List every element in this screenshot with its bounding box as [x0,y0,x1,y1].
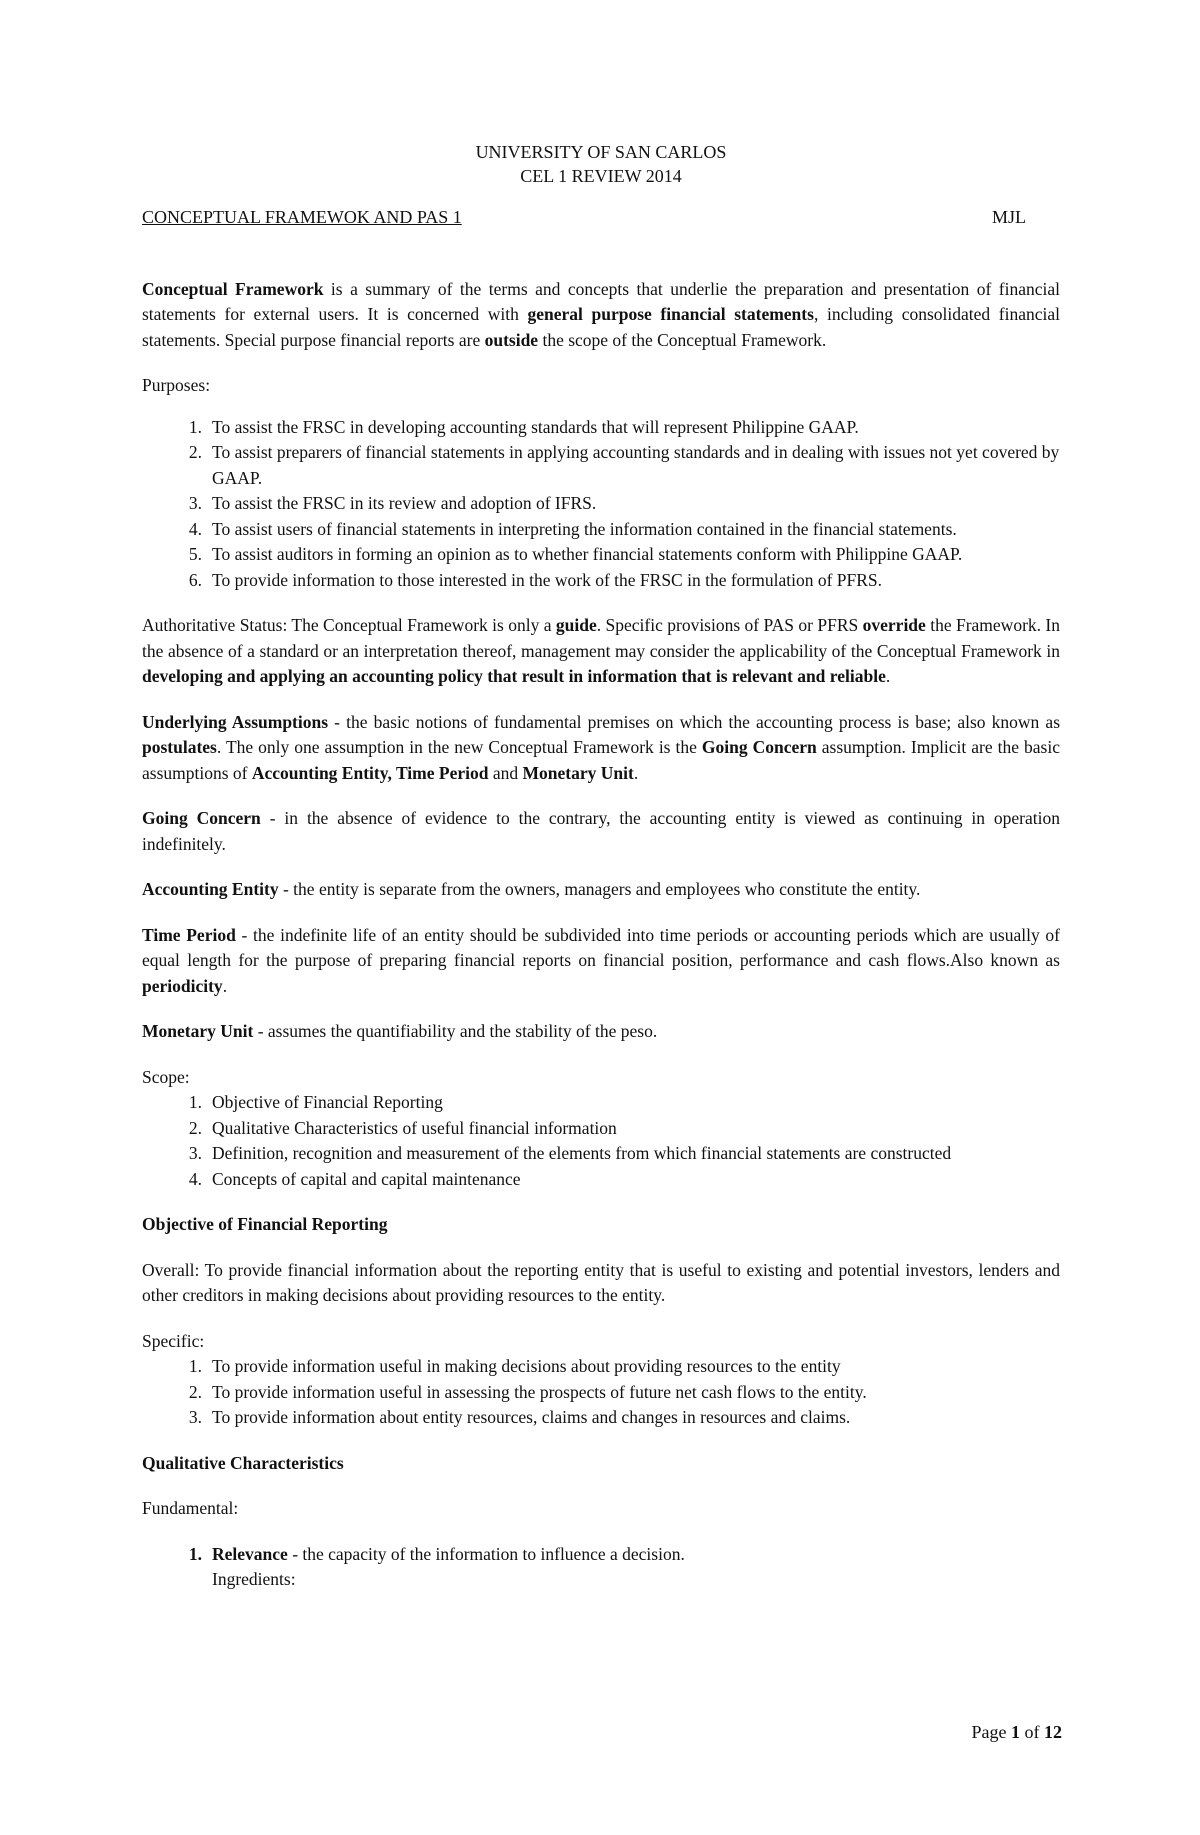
review-heading: CEL 1 REVIEW 2014 [520,166,682,186]
list-item: 4. To assist users of financial statements in interpreting the information contained in the financial statements. [188,518,957,539]
ingredients-label: Ingredients: [212,1569,296,1589]
intro-term: Conceptual Framework [142,278,324,299]
objective-overall: Overall: To provide financial information about the reporting entity that is useful to existing and potential investors, lenders and other creditors in making decisions about providing resources to the entity. [142,1259,1060,1305]
title-row [142,205,1060,231]
authoritative-status-paragraph: Authoritative Status: The Conceptual Framework is only a guide. Specific provisions of PAS or PFRS override the Framework. In the absence of a standard or an interpretation thereof, management may consider the applicability of the Conceptual Framework in developing and applying an accounting policy that result in information that is relevant and reliable. [142,615,1060,686]
relevance-list [142,1542,1060,1593]
objective-heading: Objective of Financial Reporting [142,1214,388,1234]
list-item: 2. Qualitative Characteristics of useful financial information [188,1117,617,1138]
list-item: 6. To provide information to those interested in the work of the FRSC in the formulation of PFRS. [188,569,883,590]
list-item: 1. To assist the FRSC in developing accounting standards that will represent Philippine GAAP. [188,416,859,437]
list-item: 1. To provide information useful in making decisions about providing resources to the entity [188,1356,841,1376]
fundamental-label: Fundamental: [142,1498,239,1518]
list-item: 2. To provide information useful in assessing the prospects of future net cash flows to the entity. [188,1381,867,1402]
intro-paragraph: Conceptual Framework is a summary of the terms and concepts that underlie the preparation and presentation of financial statements for external users. It is concerned with general purpose financial statements, including consolidated financial statements. Special purpose financial reports are outside the scope of the Conceptual Framework. [142,278,1060,350]
page-content [142,140,1060,1593]
time-period-paragraph: Time Period - the indefinite life of an entity should be subdivided into time periods or accounting periods which are usually of equal length for the purpose of preparing financial reports on financial position, performance and cash flows.Also known as periodicity. [142,924,1060,996]
qualitative-heading: Qualitative Characteristics [142,1452,344,1473]
document-title: CONCEPTUAL FRAMEWOK AND PAS 1 [142,207,462,227]
page-number-footer: Page 1 of 12 [971,1722,1062,1742]
university-heading: UNIVERSITY OF SAN CARLOS [475,142,727,162]
list-item: 3. To provide information about entity resources, claims and changes in resources and claims. [188,1407,851,1427]
list-item: 2. To assist preparers of financial statements in applying accounting standards and in dealing with issues not yet covered by GAAP. [188,442,1060,488]
purposes-list [142,415,1060,594]
author-initials: MJL [991,207,1026,227]
scope-list [142,1090,1060,1192]
underlying-assumptions-paragraph: Underlying Assumptions - the basic notions of fundamental premises on which the accounting process is base; also known as postulates. The only one assumption in the new Conceptual Framework is the Going Concern assumption. Implicit are the basic assumptions of Accounting Entity, Time Period and Monetary Unit. [142,711,1061,783]
list-item: 1. Objective of Financial Reporting [188,1092,443,1112]
list-item: 5. To assist auditors in forming an opinion as to whether financial statements conform with Philippine GAAP. [188,544,963,564]
list-item: 1. Relevance - the capacity of the information to influence a decision. Ingredients: [188,1543,685,1589]
list-item: 4. Concepts of capital and capital maintenance [188,1168,521,1189]
list-item: 3. Definition, recognition and measurement of the elements from which financial statements are constructed [188,1143,952,1163]
monetary-unit-paragraph: Monetary Unit - assumes the quantifiability and the stability of the peso. [142,1021,658,1041]
specific-label: Specific: [142,1330,205,1351]
scope-label: Scope: [142,1066,190,1087]
specific-list [142,1354,1060,1431]
list-item: 3. To assist the FRSC in its review and adoption of IFRS. [188,493,597,513]
purposes-label: Purposes: [142,375,211,395]
accounting-entity-paragraph: Accounting Entity - the entity is separate from the owners, managers and employees who constitute the entity. [142,879,921,899]
going-concern-paragraph: Going Concern - in the absence of evidence to the contrary, the accounting entity is viewed as continuing in operation indefinitely. [142,808,1060,854]
